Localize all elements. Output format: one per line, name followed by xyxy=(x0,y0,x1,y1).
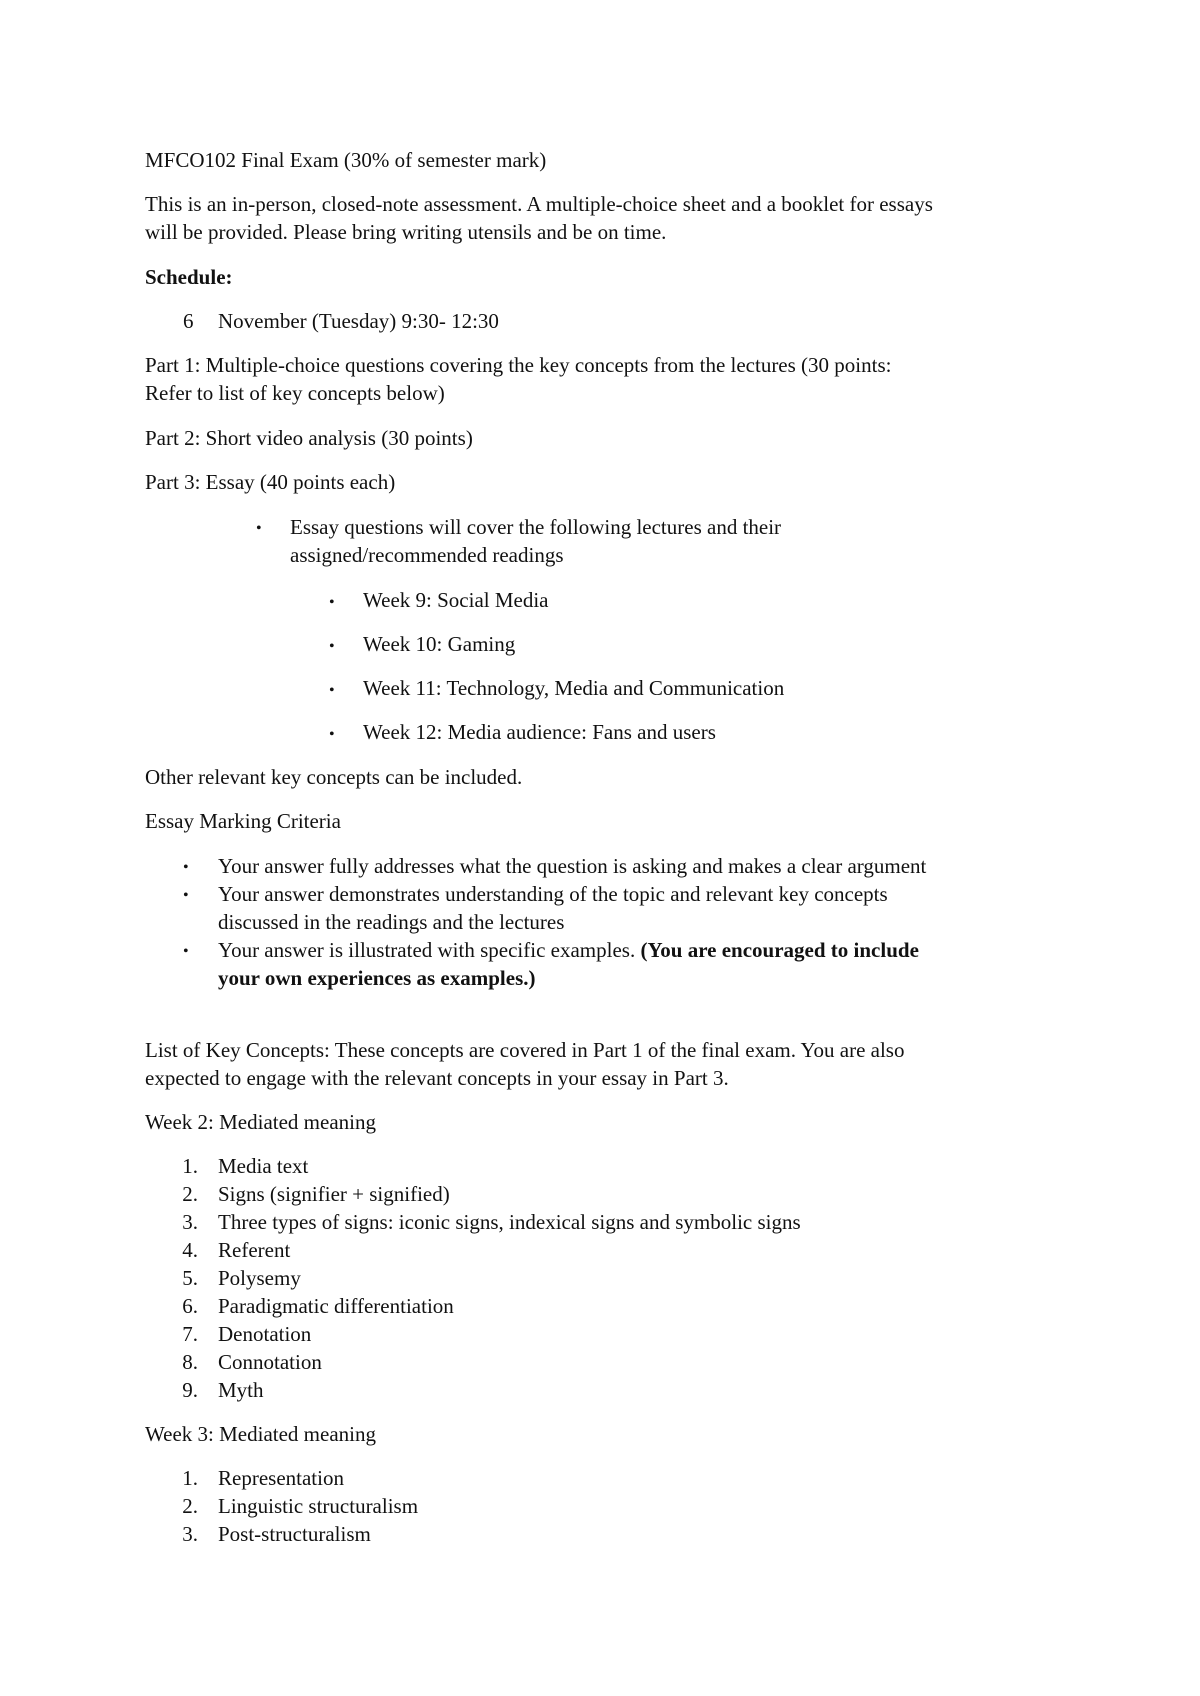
week-item: Week 12: Media audience: Fans and users xyxy=(363,720,716,744)
bullet-icon: • xyxy=(256,520,262,537)
part2-text: Part 2: Short video analysis (30 points) xyxy=(145,426,473,450)
bullet-icon: • xyxy=(329,638,335,655)
list-number: 3. xyxy=(182,1210,198,1234)
other-concepts-text: Other relevant key concepts can be included. xyxy=(145,765,523,789)
bullet-icon: • xyxy=(329,726,335,743)
intro-line-2: will be provided. Please bring writing utensils and be on time. xyxy=(145,220,667,244)
key-concepts-intro-line-1: List of Key Concepts: These concepts are covered in Part 1 of the final exam. You are also xyxy=(145,1038,905,1062)
key-concepts-intro-line-2: expected to engage with the relevant concepts in your essay in Part 3. xyxy=(145,1066,729,1090)
bullet-icon: • xyxy=(329,682,335,699)
concept-item: Myth xyxy=(218,1378,264,1402)
week3-heading: Week 3: Mediated meaning xyxy=(145,1422,376,1446)
bullet-icon: • xyxy=(329,594,335,611)
bullet-icon: • xyxy=(183,859,189,876)
week2-heading: Week 2: Mediated meaning xyxy=(145,1110,376,1134)
criteria-item-normal: Your answer is illustrated with specific examples. xyxy=(218,938,641,962)
list-number: 1. xyxy=(182,1154,198,1178)
concept-item: Linguistic structuralism xyxy=(218,1494,419,1518)
concept-item: Polysemy xyxy=(218,1266,301,1290)
week-item: Week 10: Gaming xyxy=(363,632,516,656)
concept-item: Post-structuralism xyxy=(218,1522,371,1546)
part3-text: Part 3: Essay (40 points each) xyxy=(145,470,396,494)
list-number: 4. xyxy=(182,1238,198,1262)
schedule-heading: Schedule: xyxy=(145,265,233,289)
concept-item: Three types of signs: iconic signs, indexical signs and symbolic signs xyxy=(218,1210,801,1234)
bullet-icon: • xyxy=(183,887,189,904)
concept-item: Denotation xyxy=(218,1322,312,1346)
schedule-datetime: November (Tuesday) 9:30- 12:30 xyxy=(218,309,499,333)
concept-item: Paradigmatic differentiation xyxy=(218,1294,454,1318)
list-number: 6. xyxy=(182,1294,198,1318)
intro-line-1: This is an in-person, closed-note assessment. A multiple-choice sheet and a booklet for essays xyxy=(145,192,933,216)
part1-line-1: Part 1: Multiple-choice questions covering the key concepts from the lectures (30 points: xyxy=(145,353,892,377)
list-number: 2. xyxy=(182,1182,198,1206)
concept-item: Representation xyxy=(218,1466,344,1490)
list-number: 8. xyxy=(182,1350,198,1374)
list-number: 5. xyxy=(182,1266,198,1290)
essay-coverage-line-2: assigned/recommended readings xyxy=(290,543,564,567)
concept-item: Media text xyxy=(218,1154,309,1178)
concept-item: Referent xyxy=(218,1238,291,1262)
week-item: Week 11: Technology, Media and Communication xyxy=(363,676,785,700)
essay-coverage-line-1: Essay questions will cover the following lectures and their xyxy=(290,515,782,539)
criteria-item: Your answer demonstrates understanding of the topic and relevant key concepts xyxy=(218,882,888,906)
list-number: 2. xyxy=(182,1494,198,1518)
concept-item: Signs (signifier + signified) xyxy=(218,1182,450,1206)
list-number: 9. xyxy=(182,1378,198,1402)
document-title: MFCO102 Final Exam (30% of semester mark) xyxy=(145,148,547,172)
schedule-day: 6 xyxy=(183,309,194,333)
criteria-item xyxy=(218,936,919,964)
criteria-heading: Essay Marking Criteria xyxy=(145,809,341,833)
bullet-icon: • xyxy=(183,943,189,960)
list-number: 7. xyxy=(182,1322,198,1346)
criteria-item-cont: discussed in the readings and the lectures xyxy=(218,910,565,934)
concept-item: Connotation xyxy=(218,1350,322,1374)
week-item: Week 9: Social Media xyxy=(363,588,549,612)
list-number: 1. xyxy=(182,1466,198,1490)
criteria-item-emphasis-cont: your own experiences as examples.) xyxy=(218,966,536,990)
part1-line-2: Refer to list of key concepts below) xyxy=(145,381,445,405)
list-number: 3. xyxy=(182,1522,198,1546)
criteria-item-emphasis: (You are encouraged to include xyxy=(640,938,919,962)
criteria-item: Your answer fully addresses what the question is asking and makes a clear argument xyxy=(218,854,927,878)
